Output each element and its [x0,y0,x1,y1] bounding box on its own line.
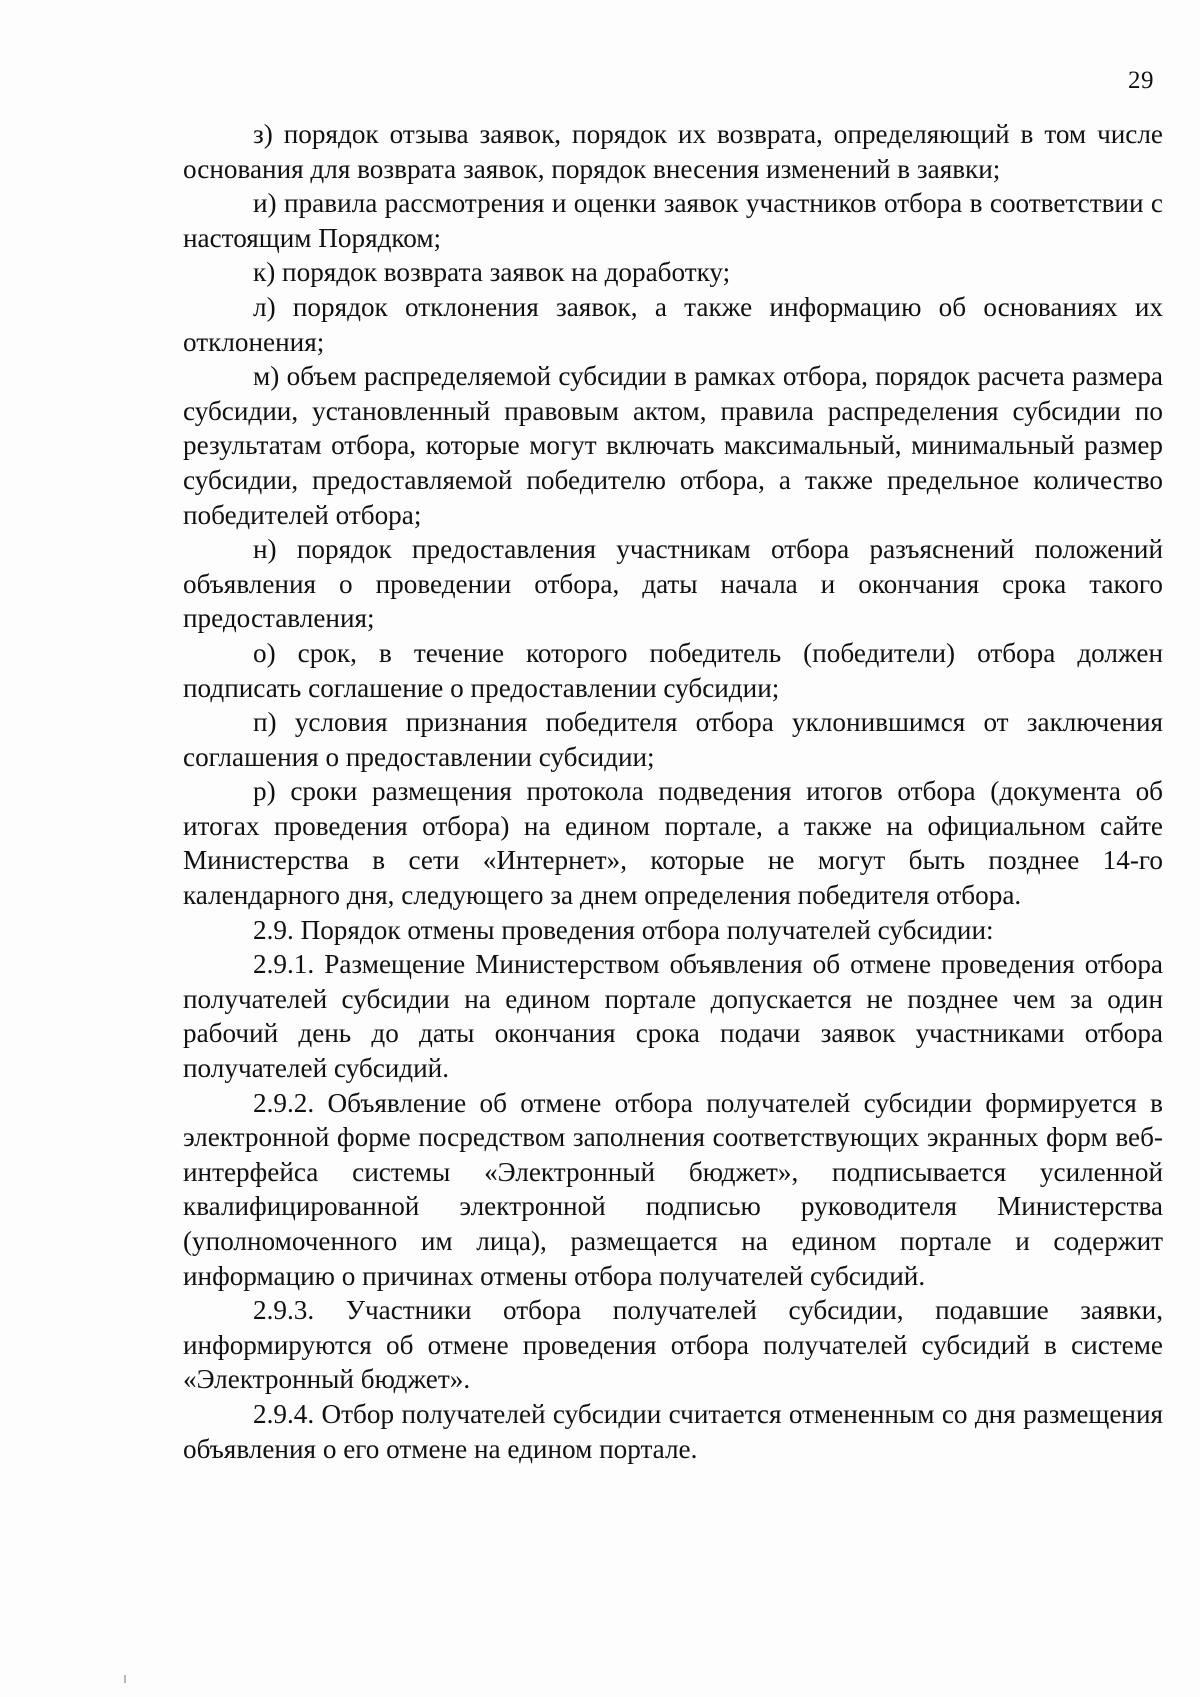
section-2-9-heading: 2.9. Порядок отмены проведения отбора получателей субсидии: [253,914,994,945]
paragraph-p: п) условия признания победителя отбора уклонившимся от заключения соглашения о предоставлении субсидии; [183,707,1163,772]
paragraph-z: з) порядок отзыва заявок, порядок их возврата, определяющий в том числе основания для возврата заявок, порядок внесения изменений в заявки; [183,119,1163,184]
paragraph-k: к) порядок возврата заявок на доработку; [253,257,731,288]
paragraph-o: о) срок, в течение которого победитель (победители) отбора должен подписать соглашение о предоставлении субсидии; [183,637,1163,703]
clause-2-9-3: 2.9.3. Участники отбора получателей субсидии, подавшие заявки, информируются об отмене проведения отбора получателей субсидий в системе «Электронный бюджет». [183,1295,1163,1395]
clause-2-9-4: 2.9.4. Отбор получателей субсидии считается отмененным со дня размещения объявления о его отмене на едином портале. [183,1398,1163,1464]
paragraph-l: л) порядок отклонения заявок, а также информацию об основаниях их отклонения; [183,291,1163,357]
paragraph-r: р) сроки размещения протокола подведения итогов отбора (документа об итогах проведения отбора) на едином портале, а также на официальном сайте Министерства в сети «Интернет», которые не могут быть позднее 14-го календарного дня, следующего за днем определения победителя отбора. [183,776,1163,911]
clause-2-9-1: 2.9.1. Размещение Министерством объявления об отмене проведения отбора получателей субсидии на едином портале допускается не позднее чем за один рабочий день до даты окончания срока подачи заявок участниками отбора получателей субсидий. [183,949,1163,1084]
paragraph-i: и) правила рассмотрения и оценки заявок участников отбора в соответствии с настоящим Порядком; [183,188,1163,253]
clause-2-9-2: 2.9.2. Объявление об отмене отбора получателей субсидии формируется в электронной форме посредством заполнения соответствующих экранных форм веб-интерфейса системы «Электронный бюджет», подписывается усиленной квалифицированной электронной подписью руководителя Министерства (уполномоченного им лица), размещается на едином портале и содержит информацию о причинах отмены отбора получателей субсидий. [183,1087,1163,1291]
scan-artifact [124,1675,126,1683]
page-number: 29 [1128,67,1154,94]
document-body [183,117,1163,1466]
paragraph-n: н) порядок предоставления участникам отбора разъяснений положений объявления о проведении отбора, даты начала и окончания срока такого предоставления; [183,534,1163,634]
paragraph-m: м) объем распределяемой субсидии в рамках отбора, порядок расчета размера субсидии, установленный правовым актом, правила распределения субсидии по результатам отбора, которые могут включать максимальный, минимальный размер субсидии, предоставляемой победителю отбора, а также предельное количество победителей отбора; [183,361,1163,530]
